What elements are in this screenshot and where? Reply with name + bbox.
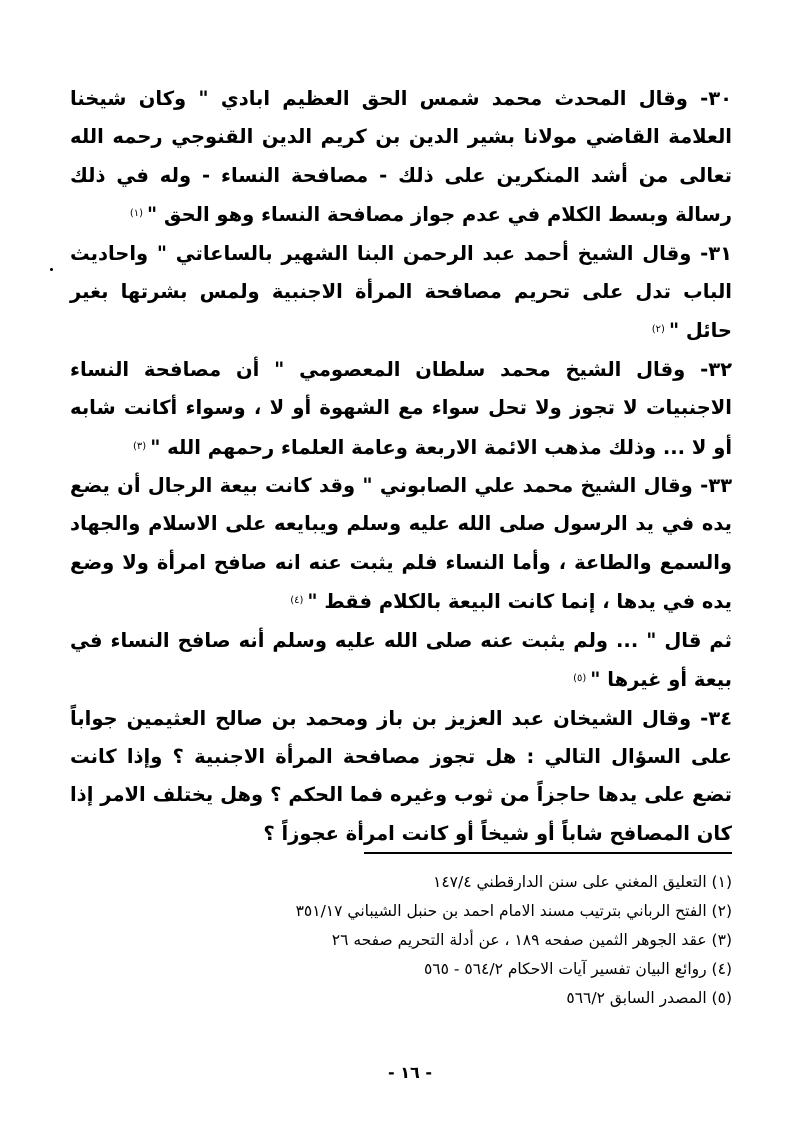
footnotes — [295, 868, 732, 1013]
paragraph-text: ٣١- وقال الشيخ أحمد عبد الرحمن البنا الشهير بالساعاتي " واحاديث الباب تدل على تحريم مصافحة المرأة الاجنبية ولمس بشرتها بغير حائل " — [70, 241, 732, 343]
footnote-reference: (١) — [129, 208, 144, 220]
footnote-5: (٥) المصدر السابق ٥٦٦/٢ — [566, 989, 732, 1007]
paragraph-text: ٣٣- وقال الشيخ محمد علي الصابوني " وقد كانت بيعة الرجال أن يضع يده في يد الرسول صلى الله عليه وسلم ويبايعه على الاسلام والجهاد والسمع والطاعة ، وأما النساء فلم يثبت عنه انه صافح امرأة ولا وضع يده في يدها ، إنما كانت البيعة بالكلام فقط " — [70, 474, 732, 614]
footnote-reference: (٣) — [133, 440, 147, 452]
page-number: - ١٦ - — [388, 1063, 432, 1082]
footnote-1: (١) التعليق المغني على سنن الدارقطني ١٤٧/٤ — [433, 873, 732, 891]
footnote-3: (٣) عقد الجوهر الثمين صفحه ١٨٩ ، عن أدلة التحريم صفحه ٢٦ — [331, 931, 732, 949]
paragraph-text: ثم قال " ... ولم يثبت عنه صلى الله عليه وسلم أنه صافح النساء في بيعة أو غيرها " — [70, 628, 732, 692]
footnote-4: (٤) روائع البيان تفسير آيات الاحكام ٥٦٤/٢ - ٥٦٥ — [423, 960, 732, 978]
footnote-reference: (٢) — [651, 324, 665, 336]
paragraph-then-said — [70, 622, 732, 700]
footnote-divider — [364, 852, 732, 854]
footnote-reference: (٥) — [573, 673, 587, 685]
footnote-2: (٢) الفتح الرباني بترتيب مسند الامام احمد بن حنبل الشيباني ٣٥١/١٧ — [295, 902, 732, 920]
paragraph-33 — [70, 467, 732, 622]
scan-speck — [50, 268, 53, 271]
paragraph-31 — [70, 235, 732, 351]
paragraph-text: ٣٢- وقال الشيخ محمد سلطان المعصومي " أن مصافحة النساء الاجنبيات لا تجوز ولا تحل سواء مع الشهوة أو لا ، وسواء أكانت شابه أو لا ... وذلك مذهب الائمة الاربعة وعامة العلماء رحمهم الله " — [70, 357, 732, 459]
paragraph-30 — [70, 80, 732, 235]
paragraph-34 — [70, 700, 732, 854]
footnote-reference: (٤) — [290, 595, 304, 607]
paragraph-32 — [70, 351, 732, 467]
paragraph-text: ٣٠- وقال المحدث محمد شمس الحق العظيم ابادي " وكان شيخنا العلامة القاضي مولانا بشير الدين بن كريم الدين القنوجي رحمه الله تعالى من أشد المنكرين على ذلك - مصافحة النساء - وله في ذلك رسالة وبسط الكلام في عدم جواز مصافحة النساء وهو الحق " — [70, 87, 732, 227]
main-text — [70, 80, 732, 853]
paragraph-text: ٣٤- وقال الشيخان عبد العزيز بن باز ومحمد بن صالح العثيمين جواباً على السؤال التالي : هل تجوز مصافحة المرأة الاجنبية ؟ وإذا كانت تضع على يدها حاجزاً من ثوب وغيره فما الحكم ؟ وهل يختلف الامر إذا كان المصافح شاباً أو شيخاً أو كانت امرأة عجوزاً ؟ — [70, 706, 732, 845]
